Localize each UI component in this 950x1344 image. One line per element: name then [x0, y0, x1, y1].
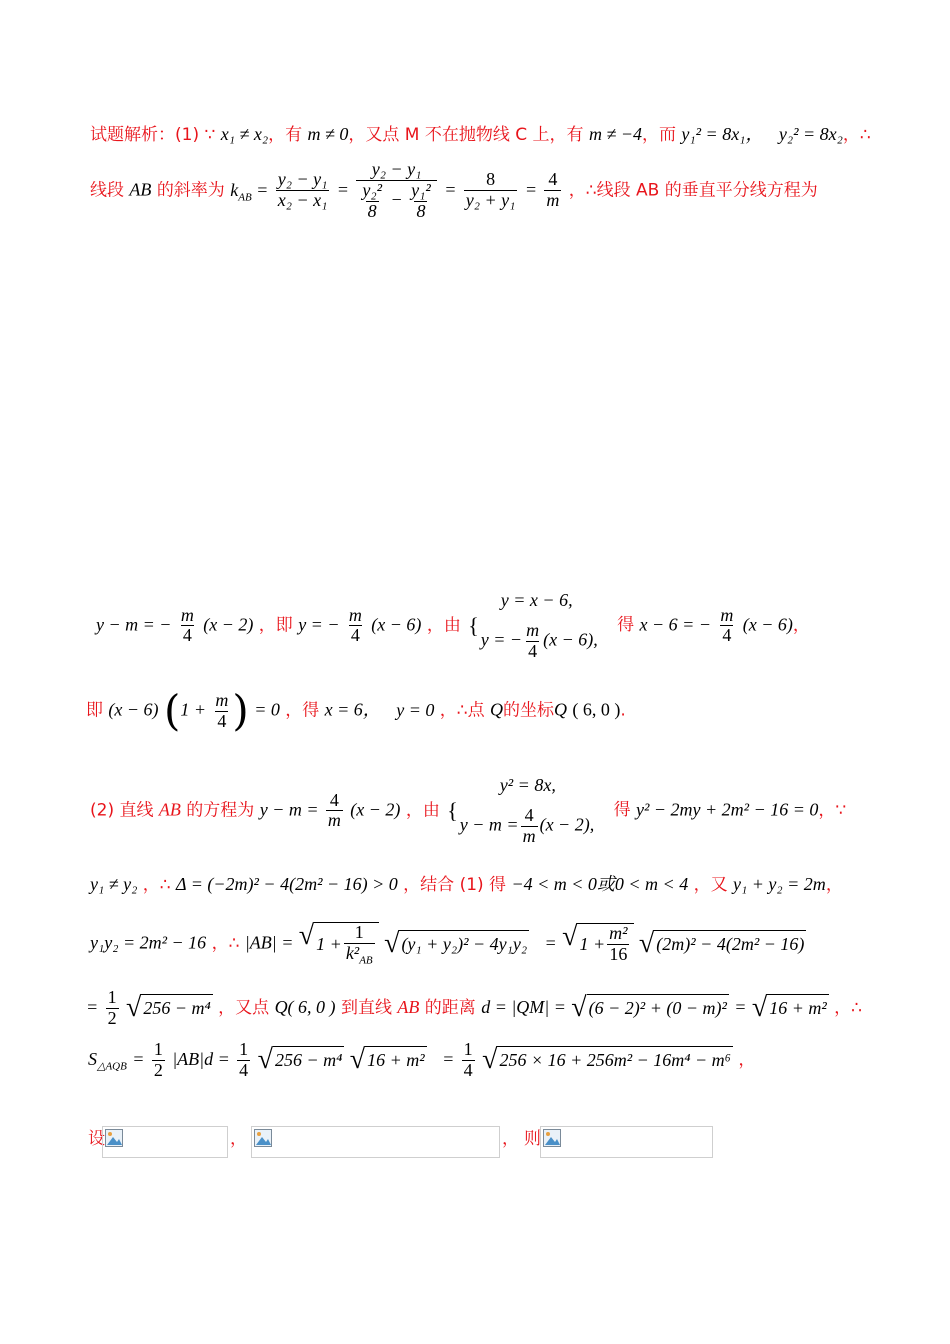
point-q-line: 即 (x − 6) (1 + $\frac{m}{4}$ ) = 0 ，得 x = 6， y = 0 ，∴点 Q的坐标Q ( 6, 0 ).	[86, 686, 626, 735]
math: = 0	[254, 699, 280, 720]
text: ，∴	[842, 125, 871, 145]
math: (x − 6)	[742, 614, 793, 635]
broken-image-icon	[254, 1129, 272, 1147]
text: ，有	[268, 125, 303, 145]
equation-system-2: { y² = 8x, y − m = $\frac{4}{m}$ (x − 2),	[447, 775, 595, 846]
math-ab: AB	[129, 179, 152, 200]
frac: $\frac{m}{4}$	[348, 604, 362, 646]
sqrt: √ 1 + $\frac{1}{k^2_{AB}}$	[299, 922, 379, 966]
math-y2-sq: y₂² = 8x₂	[778, 124, 843, 144]
text: ，即	[258, 615, 293, 636]
frac-slope-1: $\frac{\text{y₂ − y₁}}{\text{x₂ − x₁}}$	[277, 169, 328, 211]
broken-image-2	[251, 1126, 500, 1158]
frac-slope-2: y₂ − y₁ $\frac{\text{y₂²}}{8}$ − $\frac{\text{y₁²}}{8}$	[356, 160, 436, 221]
frac: $\frac{m}{4}$	[720, 604, 734, 646]
text: ，得	[285, 700, 320, 721]
part1-label: 试题解析：(1)	[90, 125, 200, 145]
math-area-s: $S_{\triangle AQB}$	[88, 1048, 127, 1073]
math-quadratic: y² − 2my + 2m² − 16 = 0	[636, 799, 819, 820]
math: (x − 6)	[371, 614, 422, 635]
frac: $\frac{m}{4}$	[180, 604, 194, 646]
broken-image-3	[540, 1126, 713, 1158]
text: ，∴线段 AB 的垂直平分线方程为	[568, 180, 818, 201]
math: y − m = −	[96, 614, 172, 635]
area-line: $S_{\triangle AQB}$ = $\frac{1}{2}$ |AB|d = $\frac{1}{4}$ √ 256 − m⁴ √ 16 + m² = $\frac{1}{4}$ √ 256 × 16 + 256m² − 16m⁴ − m⁶ ，	[88, 1039, 756, 1080]
text: ，又点 M 不在抛物线 C 上，有	[348, 125, 584, 145]
math-kab: $k_{AB}$ =	[230, 179, 269, 204]
delta-line: y₁ ≠ y₂ ，∴ Δ = (−2m)² − 4(2m² − 16) > 0 ，结合 (1) 得 −4 < m < 0或0 < m < 4 ，又 y₁ + y₂ = 2m，	[90, 874, 843, 895]
part1-line2: 线段 AB 的斜率为 $k_{AB}$ = $\frac{\text{y₂ − y₁}}{\text{x₂ − x₁}}$ = y₂ − y₁ $\frac{\text{y₂²}}{8}$ − $\frac{\text{y₁²}}{8}$ = $\frac{8}{\text{y₂ + y₁}}$ = $\frac{4}{m}$ ，∴线段 AB 的垂直平分线方程为	[90, 159, 818, 221]
math-delta: Δ = (−2m)² − 4(2m² − 16) > 0	[176, 874, 398, 894]
math-m-neq-neg4: m ≠ −4	[588, 124, 642, 144]
ab-length-line: y₁y₂ = 2m² − 16 ，∴ |AB| = √ 1 + $\frac{1}{k^2_{AB}}$ √ (y₁ + y₂)² − 4y₁y₂ = √ 1 + $\frac{\text{m²}}{16}$ √ (2m)² − 4(2m² − 16)	[90, 920, 805, 967]
part2-label: (2) 直线	[90, 800, 154, 821]
broken-image-icon	[543, 1129, 561, 1147]
text: ，∴点	[439, 700, 485, 721]
broken-image-icon	[105, 1129, 123, 1147]
bisector-eq-line: y − m = − $\frac{m}{4}$ (x − 2) ，即 y = − $\frac{m}{4}$ (x − 6) ，由 { y = x − 6, y = − $\frac{m}{4}$ (x − 6), 得 x − 6 = − $\frac{m}{4}$ (x − 6)，	[96, 590, 810, 661]
text: ，而	[642, 125, 676, 145]
text: 即	[86, 700, 103, 721]
frac-slope-4: $\frac{4}{m}$	[546, 169, 560, 211]
ze-label: 则	[524, 1129, 541, 1149]
text: ，由	[426, 615, 461, 636]
math: (x − 6)	[108, 699, 159, 720]
equation-system-1: { y = x − 6, y = − $\frac{m}{4}$ (x − 6),	[468, 590, 598, 661]
because-symbol: ∵	[204, 125, 216, 145]
math-range: −4 < m < 0或0 < m < 4	[511, 874, 689, 894]
distance-line: = $\frac{1}{2}$ √ 256 − m⁴ ，又点 Q( 6, 0 ) 到直线 AB 的距离 d = |QM| = √ (6 − 2)² + (0 − m)² = √ 16 + m² ，∴	[86, 987, 862, 1028]
comma-1: ，	[230, 1129, 247, 1149]
math-x1-neq-x2: x₁ ≠ x₂	[220, 124, 269, 144]
math-coord: ( 6, 0 )	[572, 699, 621, 720]
text: 线段	[90, 180, 124, 201]
part1-line1	[90, 120, 871, 146]
math: x − 6 = −	[639, 614, 711, 635]
text: 的斜率为	[156, 180, 225, 201]
math: y = −	[298, 614, 340, 635]
frac-slope-3: $\frac{8}{\text{y₂ + y₁}}$	[465, 169, 516, 211]
comma-2: ，	[502, 1129, 519, 1149]
she-label: 设	[88, 1129, 105, 1149]
math-m-neq-0: m ≠ 0	[307, 124, 349, 144]
text: 得	[617, 615, 635, 636]
math-y1-sq: y₁² = 8x₁，	[681, 124, 764, 144]
broken-image-1	[102, 1126, 228, 1158]
math: (x − 2)	[203, 614, 254, 635]
math: x = 6，	[324, 699, 381, 720]
part2-line: (2) 直线 AB 的方程为 y − m = $\frac{4}{m}$ (x − 2) ，由 { y² = 8x, y − m = $\frac{4}{m}$ (x − 2), 得 y² − 2my + 2m² − 16 = 0，∵	[90, 775, 847, 846]
math: y = 0	[396, 699, 435, 720]
